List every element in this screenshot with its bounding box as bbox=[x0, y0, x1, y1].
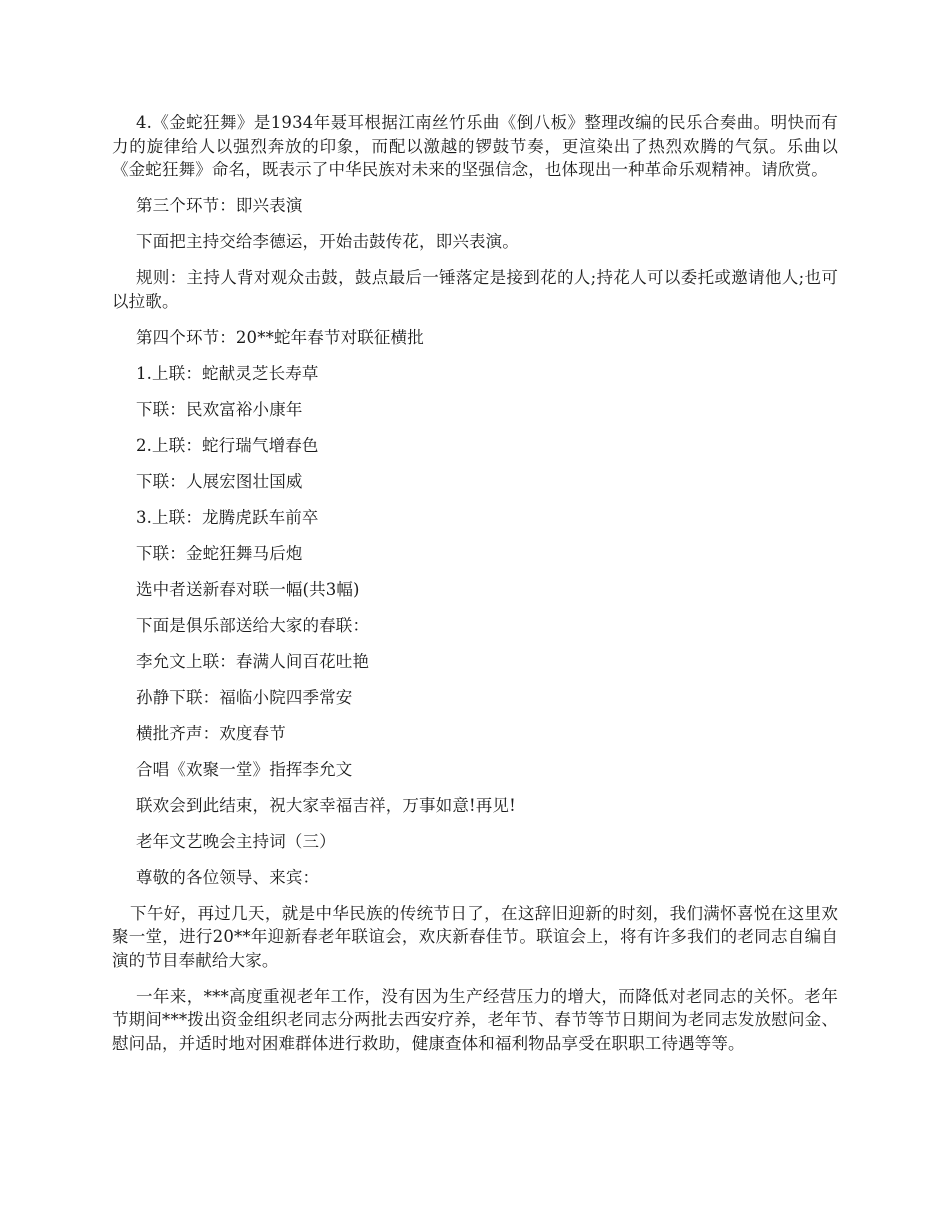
couplet-3-lower: 下联：金蛇狂舞马后炮 bbox=[136, 543, 303, 563]
heading-host-script-three: 老年文艺晚会主持词（三） bbox=[136, 831, 336, 851]
paragraph-prize: 选中者送新春对联一幅(共3幅) bbox=[136, 579, 360, 599]
paragraph-closing: 联欢会到此结束，祝大家幸福吉祥，万事如意!再见! bbox=[136, 795, 516, 815]
heading-section-three: 第三个环节：即兴表演 bbox=[136, 196, 303, 215]
paragraph-club-couplet-intro: 下面是俱乐部送给大家的春联： bbox=[136, 615, 370, 635]
paragraph-rules: 规则：主持人背对观众击鼓，鼓点最后一锤落定是接到花的人;持花人可以委托或邀请他人;也可以拉歌。 bbox=[112, 268, 838, 311]
paragraph-opening-remarks: 下午好，再过几天，就是中华民族的传统节日了，在这辞旧迎新的时刻，我们满怀喜悦在这里欢聚一堂，进行20**年迎新春老年联谊会，欢庆新春佳节。联谊会上，将有许多我们的老同志自编自演的节目奉献给大家。 bbox=[112, 903, 838, 970]
couplet-1-lower: 下联：民欢富裕小康年 bbox=[136, 399, 303, 419]
heading-section-four: 第四个环节：20**蛇年春节对联征横批 bbox=[136, 327, 424, 347]
couplet-1-upper: 1.上联：蛇献灵芝长寿草 bbox=[136, 363, 319, 383]
paragraph-greeting: 尊敬的各位领导、来宾： bbox=[136, 867, 320, 887]
couplet-2-lower: 下联：人展宏图壮国威 bbox=[136, 471, 303, 491]
paragraph-year-review: 一年来，***高度重视老年工作，没有因为生产经营压力的增大，而降低对老同志的关怀。老年节期间***拨出资金组织老同志分两批去西安疗养，老年节、春节等节日期间为老同志发放慰问金、慰问品，并适时地对困难群体进行救助，健康查体和福利物品享受在职职工待遇等等。 bbox=[112, 986, 838, 1053]
couplet-2-upper: 2.上联：蛇行瑞气增春色 bbox=[136, 435, 319, 455]
paragraph-jinshe-kuangwu: 4.《金蛇狂舞》是1934年聂耳根据江南丝竹乐曲《倒八板》整理改编的民乐合奏曲。明快而有力的旋律给人以强烈奔放的印象，而配以激越的锣鼓节奏，更渲染出了热烈欢腾的气氛。乐曲以《金蛇狂舞》命名，既表示了中华民族对未来的坚强信念，也体现出一种革命乐观精神。请欣赏。 bbox=[112, 113, 838, 179]
paragraph-host-handover: 下面把主持交给李德运，开始击鼓传花，即兴表演。 bbox=[136, 232, 519, 251]
club-couplet-upper: 李允文上联：春满人间百花吐艳 bbox=[136, 651, 370, 671]
club-couplet-horizontal: 横批齐声：欢度春节 bbox=[136, 723, 286, 743]
paragraph-chorus: 合唱《欢聚一堂》指挥李允文 bbox=[136, 759, 353, 779]
couplet-3-upper: 3.上联：龙腾虎跃车前卒 bbox=[136, 507, 319, 527]
club-couplet-lower: 孙静下联：福临小院四季常安 bbox=[136, 687, 353, 707]
